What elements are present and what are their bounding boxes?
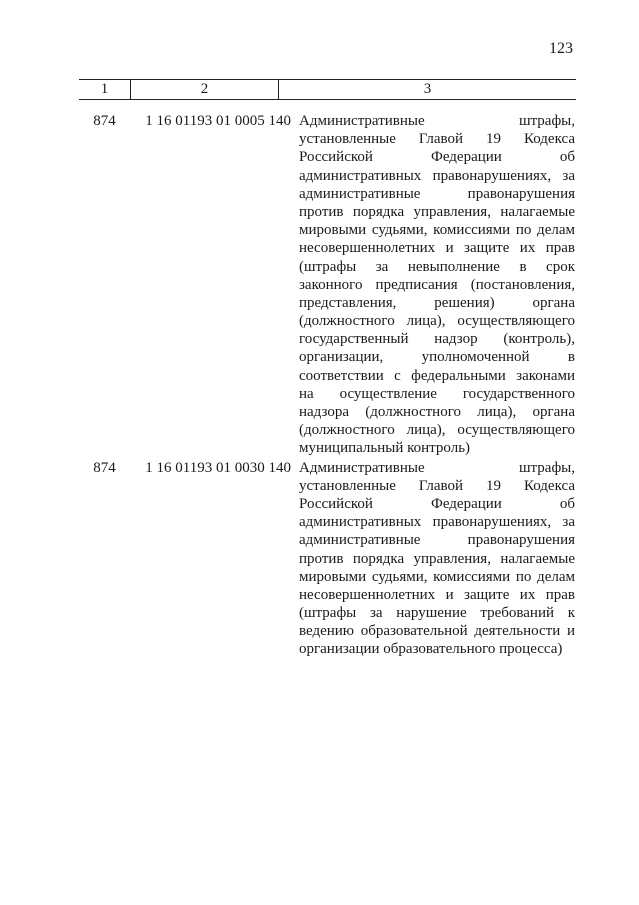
description-line: административных правонарушениях, за [299,514,575,531]
row-code-cell: 1 16 01193 01 0030 140 [145,459,291,476]
header-col-3: 3 [423,81,432,97]
description-line: административные правонарушения [299,532,575,549]
description-line: мировыми судьями, комиссиями по делам [299,222,575,239]
description-line: против порядка управления, налагаемые [299,550,575,567]
description-line: муниципальный контроль) [299,440,471,457]
description-line: установленные Главой 19 Кодекса [299,477,575,494]
description-line: (штрафы за невыполнение в срок [299,258,575,275]
description-line: Административные штрафы, [299,113,575,129]
description-line: ведению образовательной деятельности и [299,623,575,640]
description-line: организации, уполномоченной в [299,349,575,366]
description-line: на осуществление государственного [299,385,575,402]
description-line: соответствии с федеральными законами [299,367,575,384]
header-col-2: 2 [131,80,279,99]
table-body [79,112,576,659]
description-line: несовершеннолетних и защите их прав [299,586,575,603]
description-line: несовершеннолетних и защите их прав [299,240,575,257]
header-col-1: 1 [79,80,131,99]
description-line: государственный надзор (контроль), [299,331,575,348]
description-line: Российской Федерации об [299,149,575,166]
table-row [79,459,576,659]
budget-codes-table [79,79,576,659]
table-row [79,112,576,458]
description-line: представления, решения) органа [299,294,575,311]
row-code-cell: 1 16 01193 01 0005 140 [145,113,291,129]
row-description-cell [299,459,575,659]
description-line: организации образовательного процесса) [299,641,563,658]
description-line: Российской Федерации об [299,495,575,512]
description-line: Административные штрафы, [299,459,575,476]
description-line: (должностного лица), осуществляющего [299,422,575,439]
row-number-cell: 874 [93,459,116,476]
description-line: против порядка управления, налагаемые [299,203,575,220]
table-header-row [79,79,576,100]
description-line: (штрафы за нарушение требований к [299,605,575,622]
row-number-cell: 874 [93,113,116,129]
description-line: (должностного лица), осуществляющего [299,313,575,330]
description-line: установленные Главой 19 Кодекса [299,131,575,148]
description-line: законного предписания (постановления, [299,276,575,293]
description-line: административных правонарушениях, за [299,167,575,184]
description-line: мировыми судьями, комиссиями по делам [299,568,575,585]
description-line: административные правонарушения [299,185,575,202]
row-description-cell [299,112,575,458]
page-number: 123 [549,40,573,57]
description-line: надзора (должностного лица), органа [299,404,575,420]
